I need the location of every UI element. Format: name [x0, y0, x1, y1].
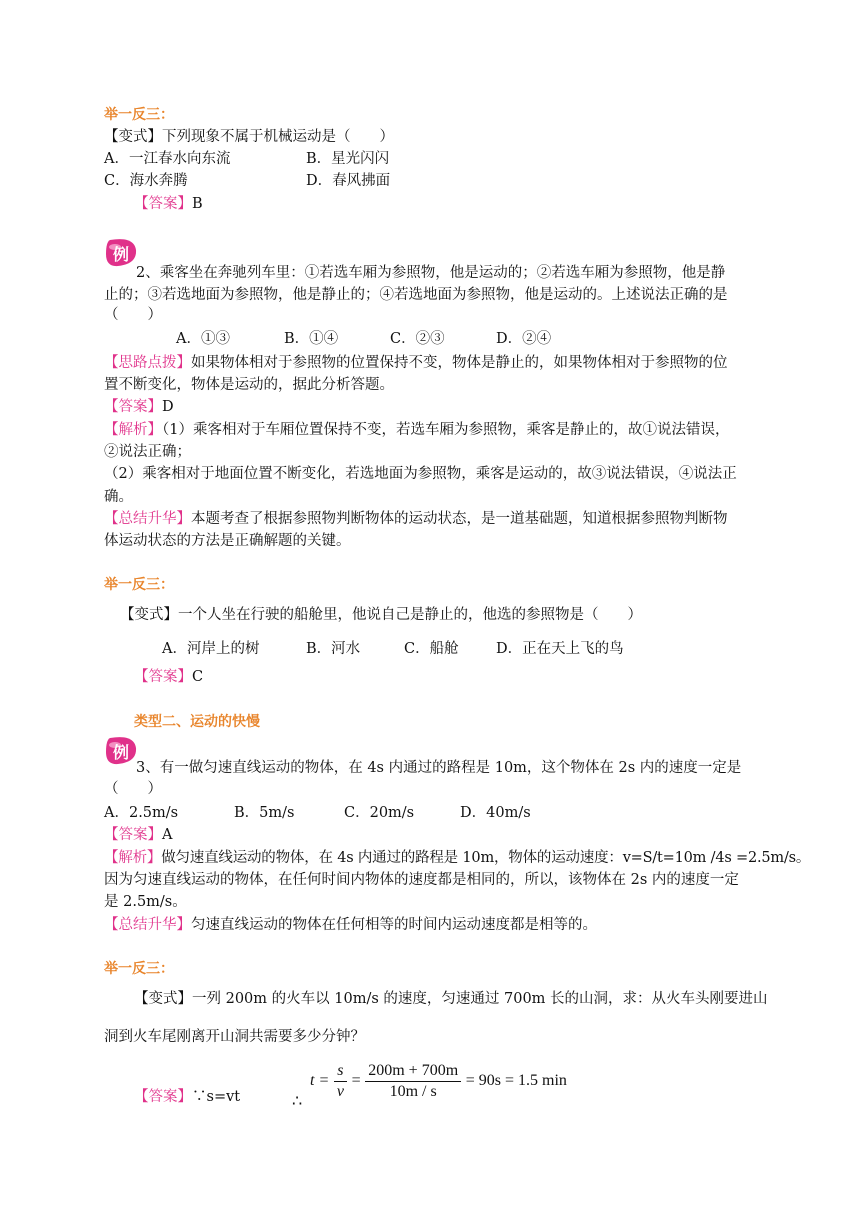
hint-text: 如果物体相对于参照物的位置保持不变，物体是静止的，如果物体相对于参照物的位 [191, 355, 728, 371]
answer-tag: 【答案】 [134, 669, 192, 685]
option-c: C．船舱 [404, 641, 459, 657]
option-b: B．5m/s [234, 805, 295, 821]
formula-result: = 90s = 1.5 min [465, 1072, 567, 1089]
section-heading: 举一反三： [104, 961, 174, 977]
summary-line [104, 914, 597, 936]
explanation-line [104, 419, 729, 441]
svg-text:例: 例 [112, 743, 130, 762]
option-d: D．春风拂面 [306, 173, 391, 189]
formula [310, 1056, 567, 1106]
question-line [104, 126, 394, 148]
answer-tag: 【答案】 [104, 399, 162, 415]
fraction-denominator: v [336, 1082, 344, 1100]
explanation-text: （1）乘客相对于车厢位置保持不变，若选车厢为参照物，乘客是静止的，故①说法错误， [162, 422, 730, 438]
option-b: B．①④ [284, 331, 339, 347]
option-b: B．星光闪闪 [306, 151, 390, 167]
summary-tag: 【总结升华】 [104, 511, 191, 527]
option-c: C．②③ [390, 331, 445, 347]
explanation-line: （2）乘客相对于地面位置不断变化，若选地面为参照物，乘客是运动的，故③说法错误，④说法正 [104, 466, 737, 482]
question-line: 止的；③若选地面为参照物，他是静止的；④若选地面为参照物，他是运动的。上述说法正确的是 [104, 287, 728, 303]
question-line: 3、有一做匀速直线运动的物体，在 4s 内通过的路程是 10m，这个物体在 2s 内的速度一定是 [136, 760, 742, 776]
summary-tag: 【总结升华】 [104, 917, 191, 933]
section-heading: 举一反三： [104, 577, 174, 593]
hint-line: 置不断变化，物体是运动的，据此分析答题。 [104, 377, 394, 393]
option-a: A．一江春水向东流 [104, 151, 231, 167]
summary-text: 本题考查了根据参照物判断物体的运动状态，是一道基础题，知道根据参照物判断物 [191, 511, 728, 527]
explanation-tag: 【解析】 [104, 422, 162, 438]
answer-value: A [162, 827, 173, 843]
svg-text:例: 例 [112, 245, 130, 264]
formula-equals: = [351, 1072, 361, 1089]
fraction-denominator: 10m / s [389, 1082, 437, 1100]
option-a: A．①③ [176, 331, 230, 347]
question-text: 下列现象不属于机械运动是（ ） [162, 129, 394, 145]
option-d: D．40m/s [460, 805, 531, 821]
option-a: A．河岸上的树 [162, 641, 260, 657]
question-line [134, 988, 768, 1010]
option-d: D．②④ [496, 331, 552, 347]
question-line: 2、乘客坐在奔驰列车里：①若选车厢为参照物，他是运动的；②若选车厢为参照物，他是静 [136, 265, 726, 281]
question-line: 洞到火车尾刚离开山洞共需要多少分钟？ [104, 1029, 365, 1045]
formula-lhs: t = [310, 1072, 330, 1089]
question-text: 一列 200m 的火车以 10m/s 的速度，匀速通过 700m 长的山洞，求：从火车头刚要进山 [192, 991, 768, 1007]
variant-tag: 【变式】 [134, 991, 192, 1007]
fraction-values [365, 1061, 461, 1102]
hint-line [104, 352, 728, 374]
section-heading: 举一反三： [104, 107, 174, 123]
explanation-line: 确。 [104, 489, 133, 505]
explanation-tag: 【解析】 [104, 850, 162, 866]
explanation-text: 做匀速直线运动的物体，在 4s 内通过的路程是 10m，物体的运动速度：v=S/t=10m /4s =2.5m/s。 [161, 850, 811, 866]
option-a: A．2.5m/s [104, 805, 179, 821]
answer-value: D [162, 399, 174, 415]
explanation-line: 是 2.5m/s。 [104, 894, 187, 910]
answer-line [134, 666, 203, 688]
answer-line [134, 193, 203, 215]
variant-tag: 【变式】 [120, 607, 178, 623]
question-line: （ ） [104, 307, 162, 323]
question-line [120, 604, 642, 626]
question-text: 一个人坐在行驶的船舱里，他说自己是静止的，他选的参照物是（ ） [178, 607, 642, 623]
explanation-line [104, 847, 810, 869]
therefore-symbol: ∴ [292, 1091, 303, 1110]
answer-line [104, 824, 172, 846]
fraction-numerator: 200m + 700m [365, 1061, 461, 1082]
question-line: （ ） [104, 781, 162, 797]
explanation-line: 因为匀速直线运动的物体，在任何时间内物体的速度都是相同的，所以，该物体在 2s 内的速度一定 [104, 872, 739, 888]
option-c: C．20m/s [344, 805, 415, 821]
variant-tag: 【变式】 [104, 129, 162, 145]
summary-text: 匀速直线运动的物体在任何相等的时间内运动速度都是相等的。 [191, 917, 597, 933]
summary-line [104, 508, 728, 530]
answer-line [134, 1086, 240, 1108]
answer-given: ∵s=vt [192, 1089, 241, 1105]
answer-tag: 【答案】 [134, 196, 192, 212]
summary-line: 体运动状态的方法是正确解题的关键。 [104, 533, 351, 549]
answer-value: B [192, 196, 203, 212]
fraction-numerator: s [334, 1061, 347, 1082]
answer-tag: 【答案】 [134, 1089, 192, 1105]
answer-line [104, 396, 174, 418]
answer-tag: 【答案】 [104, 827, 162, 843]
answer-value: C [192, 669, 204, 685]
example-badge-icon [104, 238, 138, 268]
fraction-s-over-v [334, 1061, 347, 1102]
explanation-line: ②说法正确； [104, 444, 191, 460]
option-c: C．海水奔腾 [104, 173, 188, 189]
example-badge-icon [104, 736, 138, 766]
option-b: B．河水 [306, 641, 361, 657]
hint-tag: 【思路点拨】 [104, 355, 191, 371]
option-d: D．正在天上飞的鸟 [496, 641, 624, 657]
type-title: 类型二、运动的快慢 [134, 714, 260, 730]
